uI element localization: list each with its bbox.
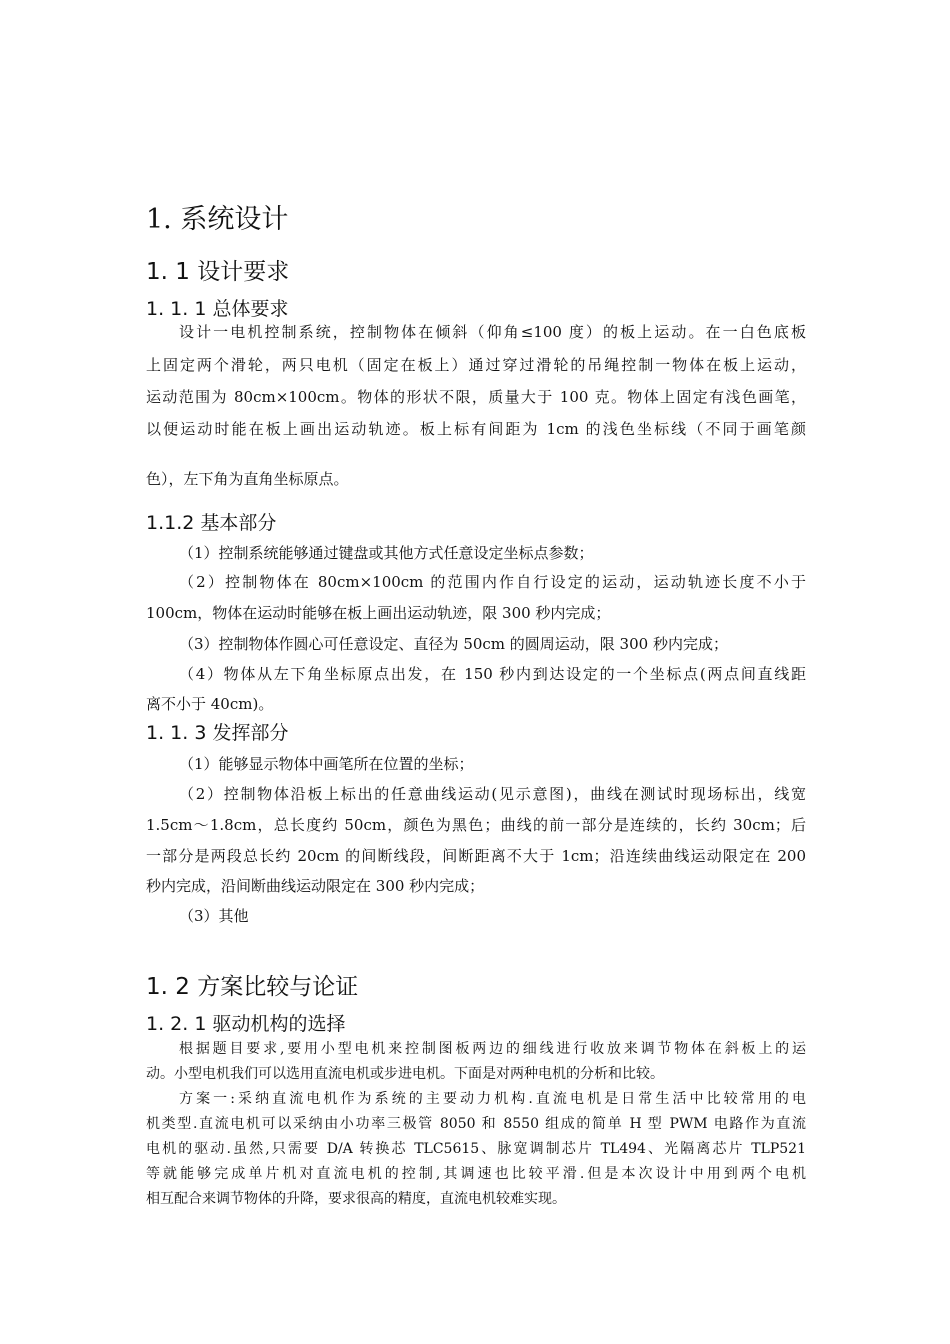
- paragraph-line: 上固定两个滑轮，两只电机（固定在板上）通过穿过滑轮的吊绳控制一物体在板上运动，: [146, 356, 806, 374]
- section-1-1-3-heading: 1. 1. 3 发挥部分: [146, 722, 289, 744]
- paragraph-line: 色），左下角为直角坐标原点。: [146, 470, 349, 488]
- paragraph-line: 机类型.直流电机可以采纳由小功率三极管 8050 和 8550 组成的简单 H 型 PWM 电路作为直流: [146, 1116, 806, 1132]
- list-item: （3）控制物体作圆心可任意设定、直径为 50cm 的圆周运动，限 300 秒内完成；: [179, 635, 728, 653]
- list-item: 一部分是两段总长约 20cm 的间断线段，间断距离不大于 1cm；沿连续曲线运动限定在 200: [146, 847, 806, 865]
- paragraph-line: 设计一电机控制系统，控制物体在倾斜（仰角≤100 度）的板上运动。在一白色底板: [179, 323, 806, 341]
- list-item: 1.5cm～1.8cm，总长度约 50cm，颜色为黑色；曲线的前一部分是连续的，长约 30cm；后: [146, 816, 806, 834]
- paragraph-line: 电机的驱动.虽然,只需要 D/A 转换芯 TLC5615、脉宽调制芯片 TL494、光隔离芯片 TLP521: [146, 1141, 806, 1157]
- list-item: （4）物体从左下角坐标原点出发，在 150 秒内到达设定的一个坐标点(两点间直线距: [179, 665, 806, 683]
- section-1-1-heading: 1. 1 设计要求: [146, 259, 290, 285]
- list-item: 100cm，物体在运动时能够在板上画出运动轨迹，限 300 秒内完成；: [146, 604, 611, 622]
- list-item: （2）控制物体在 80cm×100cm 的范围内作自行设定的运动，运动轨迹长度不小于: [179, 573, 806, 591]
- list-item: 离不小于 40cm)。: [146, 695, 274, 713]
- list-item: （1）能够显示物体中画笔所在位置的坐标；: [179, 755, 474, 773]
- list-item: 秒内完成，沿间断曲线运动限定在 300 秒内完成；: [146, 877, 485, 895]
- list-item: （3）其他: [179, 907, 249, 925]
- list-item: （1）控制系统能够通过键盘或其他方式任意设定坐标点参数；: [179, 544, 594, 562]
- section-1-2-1-heading: 1. 2. 1 驱动机构的选择: [146, 1013, 346, 1035]
- paragraph-line: 动。小型电机我们可以选用直流电机或步进电机。下面是对两种电机的分析和比较。: [146, 1066, 664, 1082]
- paragraph-line: 以便运动时能在板上画出运动轨迹。板上标有间距为 1cm 的浅色坐标线（不同于画笔颜: [146, 420, 806, 438]
- paragraph-line: 方案一:采纳直流电机作为系统的主要动力机构.直流电机是日常生活中比较常用的电: [179, 1091, 806, 1107]
- section-1-heading: 1. 系统设计: [146, 204, 289, 235]
- paragraph-line: 运动范围为 80cm×100cm。物体的形状不限，质量大于 100 克。物体上固定有浅色画笔，: [146, 388, 806, 406]
- section-1-2-heading: 1. 2 方案比较与论证: [146, 974, 359, 1000]
- section-1-1-2-heading: 1.1.2 基本部分: [146, 512, 277, 534]
- paragraph-line: 根据题目要求,要用小型电机来控制图板两边的细线进行收放来调节物体在斜板上的运: [179, 1041, 806, 1057]
- section-1-1-1-heading: 1. 1. 1 总体要求: [146, 298, 289, 320]
- list-item: （2）控制物体沿板上标出的任意曲线运动(见示意图)，曲线在测试时现场标出，线宽: [179, 785, 806, 803]
- paragraph-line: 等就能够完成单片机对直流电机的控制,其调速也比较平滑.但是本次设计中用到两个电机: [146, 1166, 806, 1182]
- paragraph-line: 相互配合来调节物体的升降，要求很高的精度，直流电机较难实现。: [146, 1191, 566, 1207]
